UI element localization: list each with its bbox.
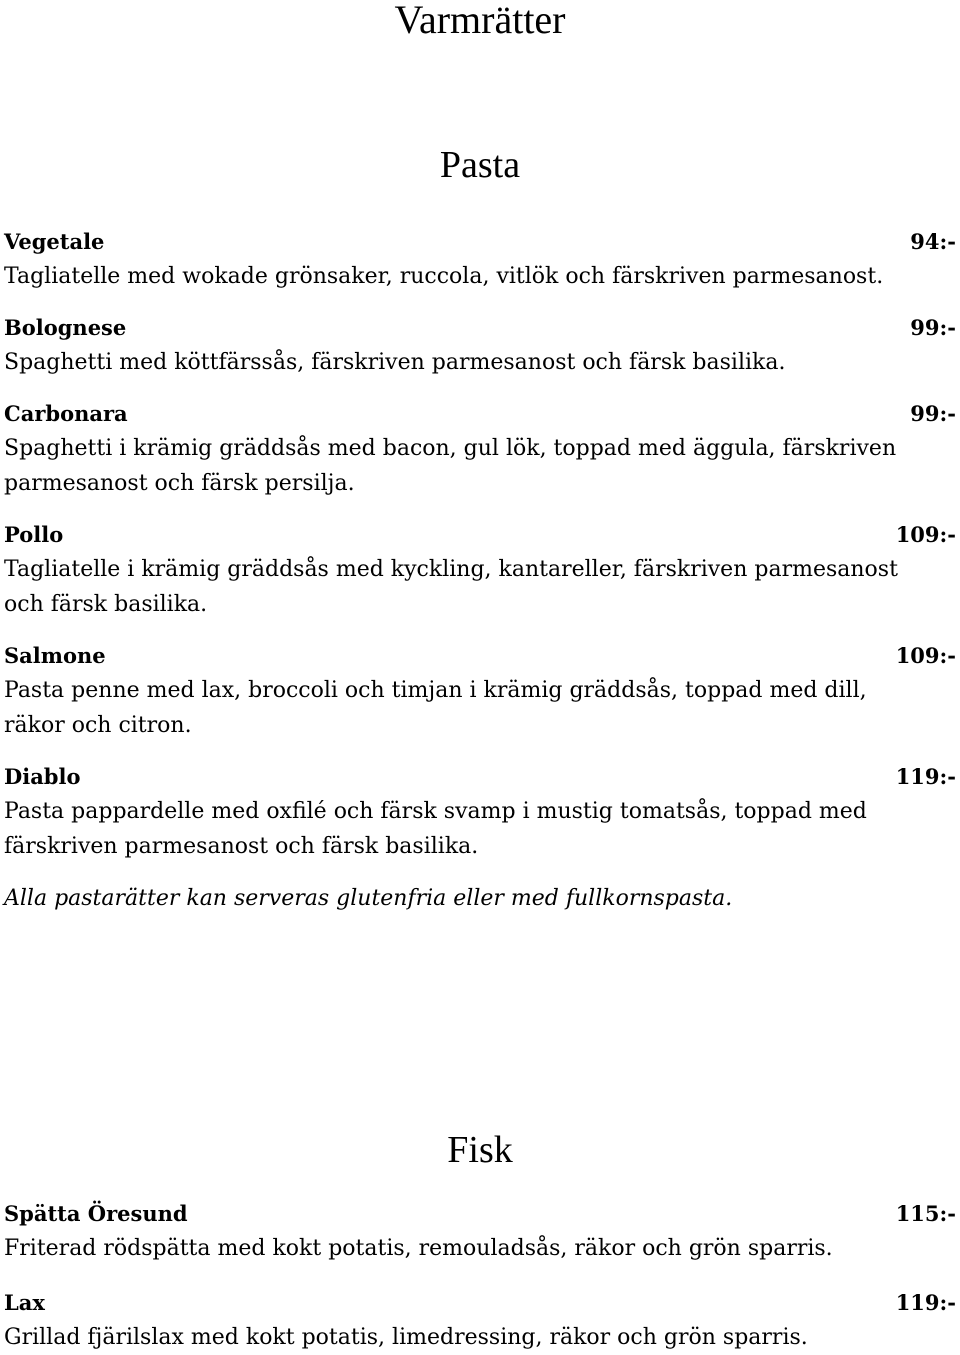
item-description: Tagliatelle i krämig gräddsås med kyckling, kantareller, färskriven parmesanost och färsk basilika. — [4, 557, 898, 617]
item-price: 99:- — [910, 401, 956, 426]
item-name: Carbonara — [4, 401, 128, 426]
item-name: Vegetale — [4, 229, 105, 254]
item-description: Grillad fjärilslax med kokt potatis, limedressing, räkor och grön sparris. — [4, 1325, 808, 1350]
item-name: Spätta Öresund — [4, 1201, 188, 1226]
item-name: Pollo — [4, 522, 64, 547]
item-name: Diablo — [4, 764, 81, 789]
item-price: 99:- — [910, 315, 956, 340]
item-price: 119:- — [895, 764, 956, 789]
item-description: Tagliatelle med wokade grönsaker, ruccola, vitlök och färskriven parmesanost. — [4, 264, 884, 289]
menu-item-lax — [0, 1286, 960, 1355]
pasta-note: Alla pastarätter kan serveras glutenfria eller med fullkornspasta. — [4, 886, 733, 911]
section-title-pasta: Pasta — [439, 144, 521, 186]
menu-item-bolognese — [0, 311, 960, 380]
item-price: 109:- — [895, 643, 956, 668]
menu-item-vegetale — [0, 225, 960, 294]
item-price: 94:- — [910, 229, 956, 254]
section-title-fisk: Fisk — [447, 1129, 513, 1171]
item-description: Friterad rödspätta med kokt potatis, remouladsås, räkor och grön sparris. — [4, 1236, 833, 1261]
item-price: 119:- — [895, 1290, 956, 1315]
item-price: 109:- — [895, 522, 956, 547]
item-name: Bolognese — [4, 315, 127, 340]
item-name: Salmone — [4, 643, 106, 668]
item-description: Spaghetti med köttfärssås, färskriven parmesanost och färsk basilika. — [4, 350, 786, 375]
menu-item-salmone — [0, 639, 960, 743]
page-title: Varmrätter — [394, 0, 566, 42]
menu-item-diablo — [0, 760, 960, 864]
section-pasta — [0, 143, 960, 916]
item-name: Lax — [4, 1290, 45, 1315]
item-description: Pasta penne med lax, broccoli och timjan i krämig gräddsås, toppad med dill, räkor och citron. — [4, 678, 867, 738]
menu-item-spatta-oresund — [0, 1197, 960, 1266]
menu-item-carbonara — [0, 397, 960, 501]
item-description: Spaghetti i krämig gräddsås med bacon, gul lök, toppad med äggula, färskriven parmesanost och färsk persilja. — [4, 436, 897, 496]
item-price: 115:- — [895, 1201, 956, 1226]
menu-item-pollo — [0, 518, 960, 622]
item-description: Pasta pappardelle med oxfilé och färsk svamp i mustig tomatsås, toppad med färskriven parmesanost och färsk basilika. — [4, 799, 867, 859]
section-fisk — [0, 1128, 960, 1355]
